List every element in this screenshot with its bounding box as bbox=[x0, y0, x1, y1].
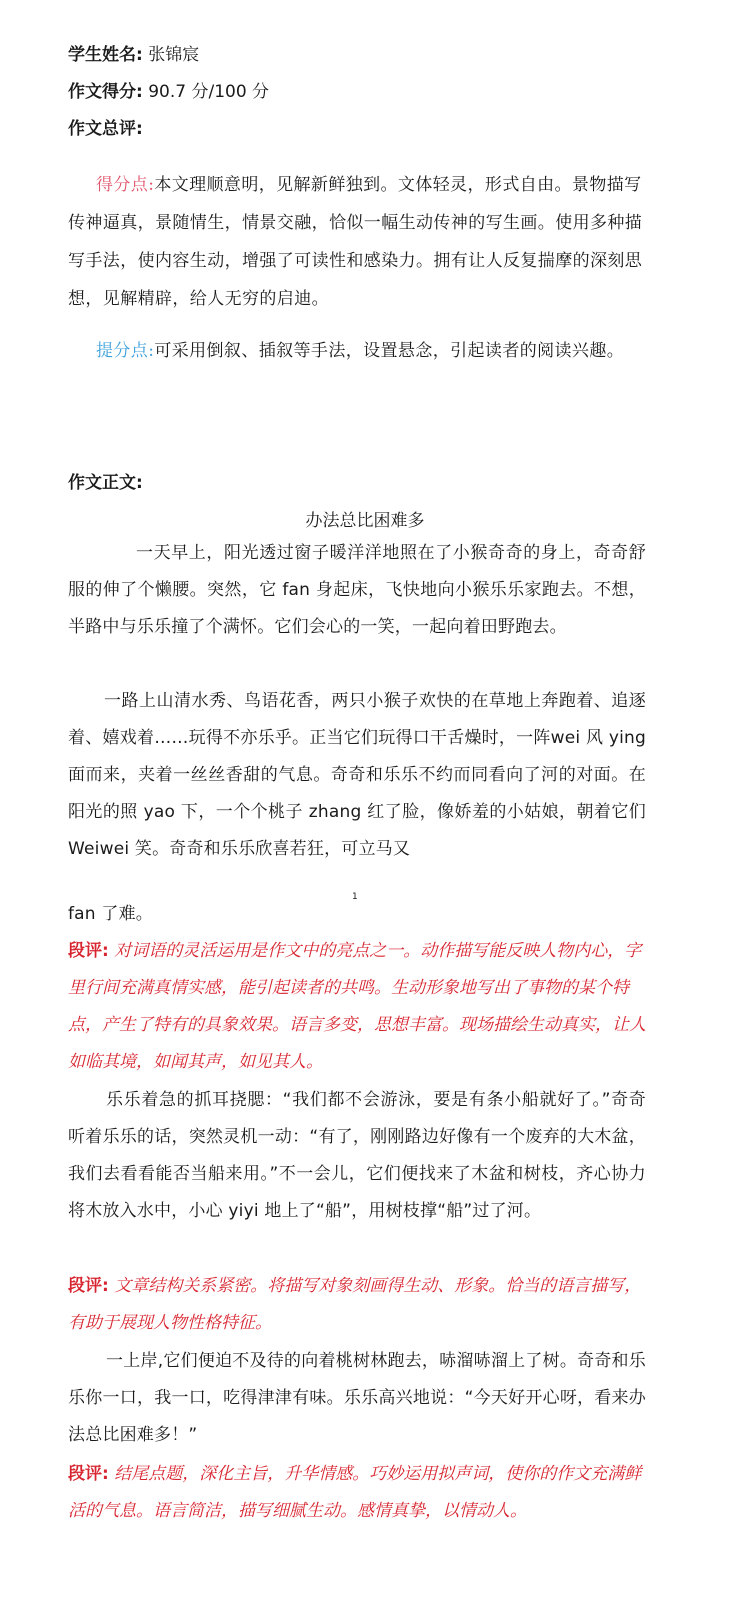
paragraph-comment-2 bbox=[68, 1268, 648, 1342]
paragraph-comment-text: 结尾点题，深化主旨，升华情感。巧妙运用拟声词，使你的作文充满鲜活的气息。语言简洁，描写细腻生动。感情真挚，以情动人。 bbox=[68, 1464, 642, 1521]
paragraph-comment-3 bbox=[68, 1456, 648, 1530]
paragraph-comment-label: 段评: bbox=[68, 1464, 109, 1484]
improvement-paragraph bbox=[68, 332, 658, 370]
essay-score-label: 作文得分: bbox=[68, 82, 143, 102]
paragraph-comment-text: 文章结构关系紧密。将描写对象刻画得生动、形象。恰当的语言描写，有助于展现人物性格特征。 bbox=[68, 1276, 642, 1333]
student-name-value: 张锦宸 bbox=[148, 45, 200, 65]
essay-score-row bbox=[68, 81, 269, 103]
essay-paragraph-2: 一路上山清水秀、鸟语花香，两只小猴子欢快的在草地上奔跑着、追逐着、嬉戏着……玩得不亦乐乎。正当它们玩得口干舌燥时，一阵wei 风 ying 面而来，夹着一丝丝香甜的气息。奇奇和乐乐不约而同看向了河的对面。在阳光的照 yao 下，一个个桃子 zhang 红了脸，像娇羞的小姑娘，朝着它们 Weiwei 笑。奇奇和乐乐欣喜若狂，可立马又 bbox=[68, 691, 646, 859]
essay-paragraph-1: 一天早上，阳光透过窗子暖洋洋地照在了小猴奇奇的身上，奇奇舒服的伸了个懒腰。突然，它 fan 身起床，飞快地向小猴乐乐家跑去。不想，半路中与乐乐撞了个满怀。它们会心的一笑，一起向着田野跑去。 bbox=[68, 543, 646, 637]
paragraph-comment-label: 段评: bbox=[68, 1276, 109, 1296]
student-name-row bbox=[68, 44, 199, 66]
strengths-label: 得分点: bbox=[96, 175, 155, 195]
strengths-text: 本文理顺意明，见解新鲜独到。文体轻灵，形式自由。景物描写传神逼真，景随情生，情景交融，恰似一幅生动传神的写生画。使用多种描写手法，使内容生动，增强了可读性和感染力。拥有让人反复揣摩的深刻思想，见解精辟，给人无穷的启迪。 bbox=[68, 175, 643, 309]
student-name-label: 学生姓名: bbox=[68, 45, 143, 65]
paragraph-comment-text: 对词语的灵活运用是作文中的亮点之一。动作描写能反映人物内心，字里行间充满真情实感，能引起读者的共鸣。生动形象地写出了事物的某个特点，产生了特有的具象效果。语言多变，思想丰富。现场描绘生动真实，让人如临其境，如闻其声，如见其人。 bbox=[68, 941, 646, 1072]
essay-score-value: 90.7 分/100 分 bbox=[148, 82, 270, 102]
paragraph-comment-1 bbox=[68, 933, 648, 1081]
improvement-label: 提分点: bbox=[96, 341, 155, 361]
overall-review-label: 作文总评: bbox=[68, 119, 143, 139]
essay-paragraph-3: 乐乐着急的抓耳挠腮：“我们都不会游泳，要是有条小船就好了。”奇奇听着乐乐的话，突然灵机一动：“有了，刚刚路边好像有一个废弃的大木盆，我们去看看能否当船来用。”不一会儿，它们便找来了木盆和树枝，齐心协力将木放入水中，小心 yiyi 地上了“船”，用树枝撑“船”过了河。 bbox=[68, 1090, 646, 1221]
essay-paragraph-4: 一上岸,它们便迫不及待的向着桃树林跑去，哧溜哧溜上了树。奇奇和乐乐你一口，我一口，吃得津津有味。乐乐高兴地说：“今天好开心呀，看来办法总比困难多！” bbox=[68, 1351, 646, 1445]
essay-paragraph-2-continued: fan 了难。 bbox=[68, 904, 153, 924]
paragraph-comment-label: 段评: bbox=[68, 941, 109, 961]
strengths-paragraph bbox=[68, 166, 658, 318]
essay-body-heading: 作文正文: bbox=[68, 473, 143, 493]
overall-review-heading bbox=[68, 118, 143, 140]
page-number: 1 bbox=[352, 892, 358, 902]
essay-title: 办法总比困难多 bbox=[305, 511, 425, 531]
improvement-text: 可采用倒叙、插叙等手法，设置悬念，引起读者的阅读兴趣。 bbox=[154, 341, 625, 361]
